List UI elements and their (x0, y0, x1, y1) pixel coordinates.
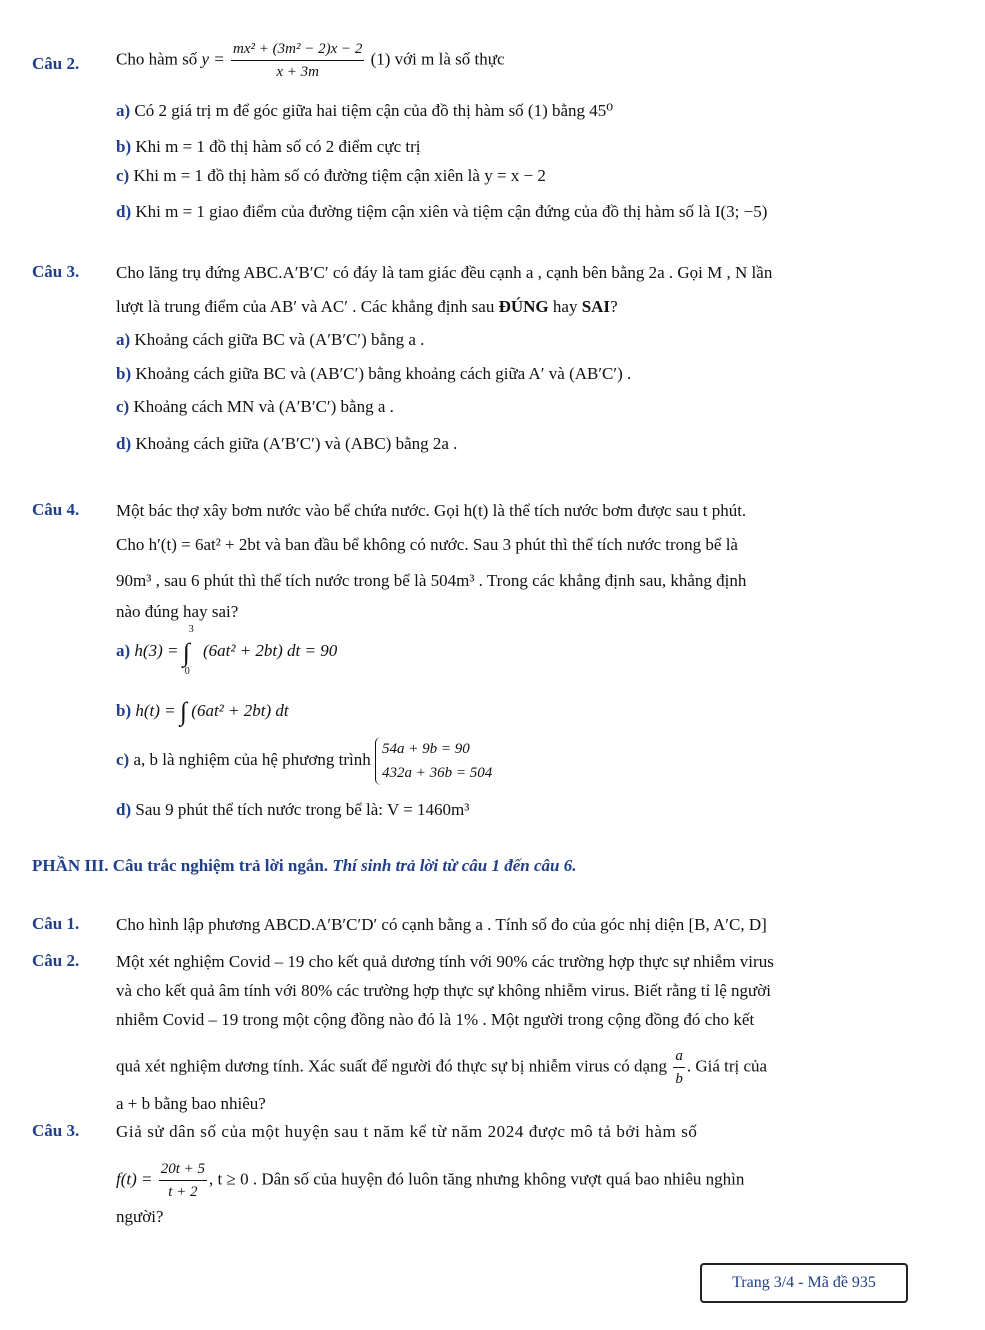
q4-d-text: Sau 9 phút thể tích nước trong bể là: V = 1460m³ (135, 800, 470, 819)
q3-b-text: Khoảng cách giữa BC và (AB′C′) bằng khoảng cách giữa A′ và (AB′C′) . (135, 364, 632, 383)
q4-c-label: c) (116, 749, 130, 769)
q2-y-eq: y = (201, 49, 225, 69)
q4-d-label: d) (116, 800, 132, 819)
q3-question-mark: ? (610, 297, 618, 316)
q2-d-label: d) (116, 202, 132, 221)
q2-a-text: Có 2 giá trị m để góc giữa hai tiệm cận của đồ thị hàm số (1) bằng 45⁰ (134, 101, 614, 120)
q4-line4: nào đúng hay sai? (116, 602, 239, 621)
q4-a-upper-limit: 3 (188, 623, 194, 635)
q3-c-label: c) (116, 397, 130, 416)
q3-line2 (116, 296, 618, 318)
q2-d-text: Khi m = 1 giao điểm của đường tiệm cận xiên và tiệm cận đứng của đồ thị hàm số là I(3; −5) (135, 202, 768, 221)
q2-c-label: c) (116, 166, 130, 185)
p2-frac-num: a (673, 1045, 685, 1068)
q4-c-text: a, b là nghiệm của hệ phương trình (133, 749, 371, 769)
q2-a-label: a) (116, 101, 131, 120)
part3-subtitle: Thí sinh trả lời từ câu 1 đến câu 6. (332, 856, 577, 875)
integral-sign-icon: ∫ (182, 637, 190, 667)
integral-sign-icon: ∫ (179, 697, 188, 727)
q3-b-label: b) (116, 364, 132, 383)
q4-c-eq2: 432a + 36b = 504 (381, 765, 493, 781)
q4-line3: 90m³ , sau 6 phút thì thể tích nước trong bể là 504m³ . Trong các khẳng định sau, khẳng định (116, 571, 747, 590)
p2-label: Câu 2. (32, 951, 80, 970)
p2-line5: a + b bằng bao nhiêu? (116, 1094, 266, 1113)
p3-f-pre: f(t) = (116, 1169, 153, 1189)
part3-heading (32, 855, 576, 877)
q3-line1: Cho lăng trụ đứng ABC.A′B′C′ có đáy là tam giác đều cạnh a , cạnh bên bằng 2a . Gọi M , N lần (116, 263, 773, 282)
q4-c-system (375, 737, 492, 785)
q4-c-eq1: 54a + 9b = 90 (381, 741, 470, 757)
q3-option-c (116, 396, 394, 418)
p3-f-post: , t ≥ 0 . Dân số của huyện đó luôn tăng nhưng không vượt quá bao nhiêu nghìn (209, 1169, 745, 1189)
q2-tail: (1) với m là số thực (370, 49, 505, 69)
p3-frac-den: t + 2 (168, 1184, 198, 1200)
q3-d-text: Khoảng cách giữa (A′B′C′) và (ABC) bằng 2a . (135, 434, 458, 453)
p2-fraction (673, 1045, 685, 1090)
q2-option-a (116, 100, 613, 122)
q3-or-word: hay (552, 297, 578, 316)
p2-line4 (116, 1045, 767, 1090)
q3-option-b (116, 363, 631, 385)
p2-line2: và cho kết quả âm tính với 80% các trường hợp thực sự không nhiễm virus. Biết rằng tỉ lệ người (116, 981, 771, 1000)
q4-label: Câu 4. (32, 500, 80, 519)
p3-frac-num: 20t + 5 (159, 1158, 207, 1181)
p3-line2 (116, 1158, 744, 1203)
q3-a-label: a) (116, 330, 131, 349)
p2-line3: nhiễm Covid – 19 trong một cộng đồng nào đó là 1% . Một người trong cộng đồng đó cho kết (116, 1010, 755, 1029)
q2-option-d (116, 201, 767, 223)
q2-label: Câu 2. (32, 54, 80, 73)
q4-a-lower-limit: 0 (184, 665, 190, 677)
p2-line4b: . Giá trị của (686, 1056, 768, 1076)
q2-b-text: Khi m = 1 đồ thị hàm số có 2 điểm cực trị (135, 137, 421, 156)
q4-option-c (116, 737, 492, 785)
p2-line1: Một xét nghiệm Covid – 19 cho kết quả dương tính với 90% các trường hợp thực sự nhiễm virus (116, 952, 774, 971)
q2-c-text: Khi m = 1 đồ thị hàm số có đường tiệm cận xiên là y = x − 2 (133, 166, 546, 185)
q4-b-pre: h(t) = (135, 701, 176, 720)
p1-text: Cho hình lập phương ABCD.A′B′C′D′ có cạnh bằng a . Tính số đo của góc nhị diện [B, A′C, D] (116, 915, 767, 934)
q3-d-label: d) (116, 434, 132, 453)
q2-fraction (231, 38, 364, 83)
q3-option-a (116, 329, 424, 351)
q3-a-text: Khoảng cách giữa BC và (A′B′C′) bằng a . (134, 330, 425, 349)
q2-intro: Cho hàm số (116, 49, 198, 69)
p3-label: Câu 3. (32, 1121, 80, 1140)
p3-line3: người? (116, 1207, 164, 1226)
q2-option-b (116, 136, 420, 158)
q2-denominator: x + 3m (276, 64, 319, 80)
p1-label: Câu 1. (32, 914, 80, 933)
q2-numerator: mx² + (3m² − 2)x − 2 (231, 38, 364, 61)
q2-b-label: b) (116, 137, 132, 156)
page-footer: Trang 3/4 - Mã đề 935 (700, 1263, 908, 1303)
q4-option-a (116, 623, 338, 677)
p2-line4a: quả xét nghiệm dương tính. Xác suất để người đó thực sự bị nhiễm virus có dạng (116, 1056, 668, 1076)
part3-title: PHẦN III. Câu trắc nghiệm trả lời ngắn. (32, 856, 329, 875)
q3-false-word: SAI (581, 297, 611, 316)
q4-line1: Một bác thợ xây bơm nước vào bể chứa nước. Gọi h(t) là thể tích nước bơm được sau t phút. (116, 501, 747, 520)
q4-b-post: (6at² + 2bt) dt (191, 701, 289, 720)
q4-a-label: a) (116, 641, 131, 660)
q3-c-text: Khoảng cách MN và (A′B′C′) bằng a . (133, 397, 394, 416)
q2-option-c (116, 165, 546, 187)
p3-line1: Giả sử dân số của một huyện sau t năm kể từ năm 2024 được mô tả bởi hàm số (116, 1122, 698, 1141)
q3-option-d (116, 433, 457, 455)
q4-line2: Cho h′(t) = 6at² + 2bt và ban đầu bể không có nước. Sau 3 phút thì thể tích nước trong bể là (116, 535, 738, 554)
q3-true-word: ĐÚNG (498, 297, 549, 316)
q4-b-label: b) (116, 701, 132, 720)
q3-line2a: lượt là trung điểm của AB′ và AC′ . Các khẳng định sau (116, 297, 495, 316)
q4-a-integral (182, 623, 199, 677)
q3-label: Câu 3. (32, 262, 80, 281)
p3-fraction (159, 1158, 207, 1203)
q4-option-b (116, 697, 289, 727)
q4-option-d (116, 799, 469, 821)
p2-frac-den: b (675, 1071, 683, 1087)
q2-stem (116, 38, 504, 83)
q4-a-pre: h(3) = (134, 641, 179, 660)
q4-a-post: (6at² + 2bt) dt = 90 (202, 641, 338, 660)
